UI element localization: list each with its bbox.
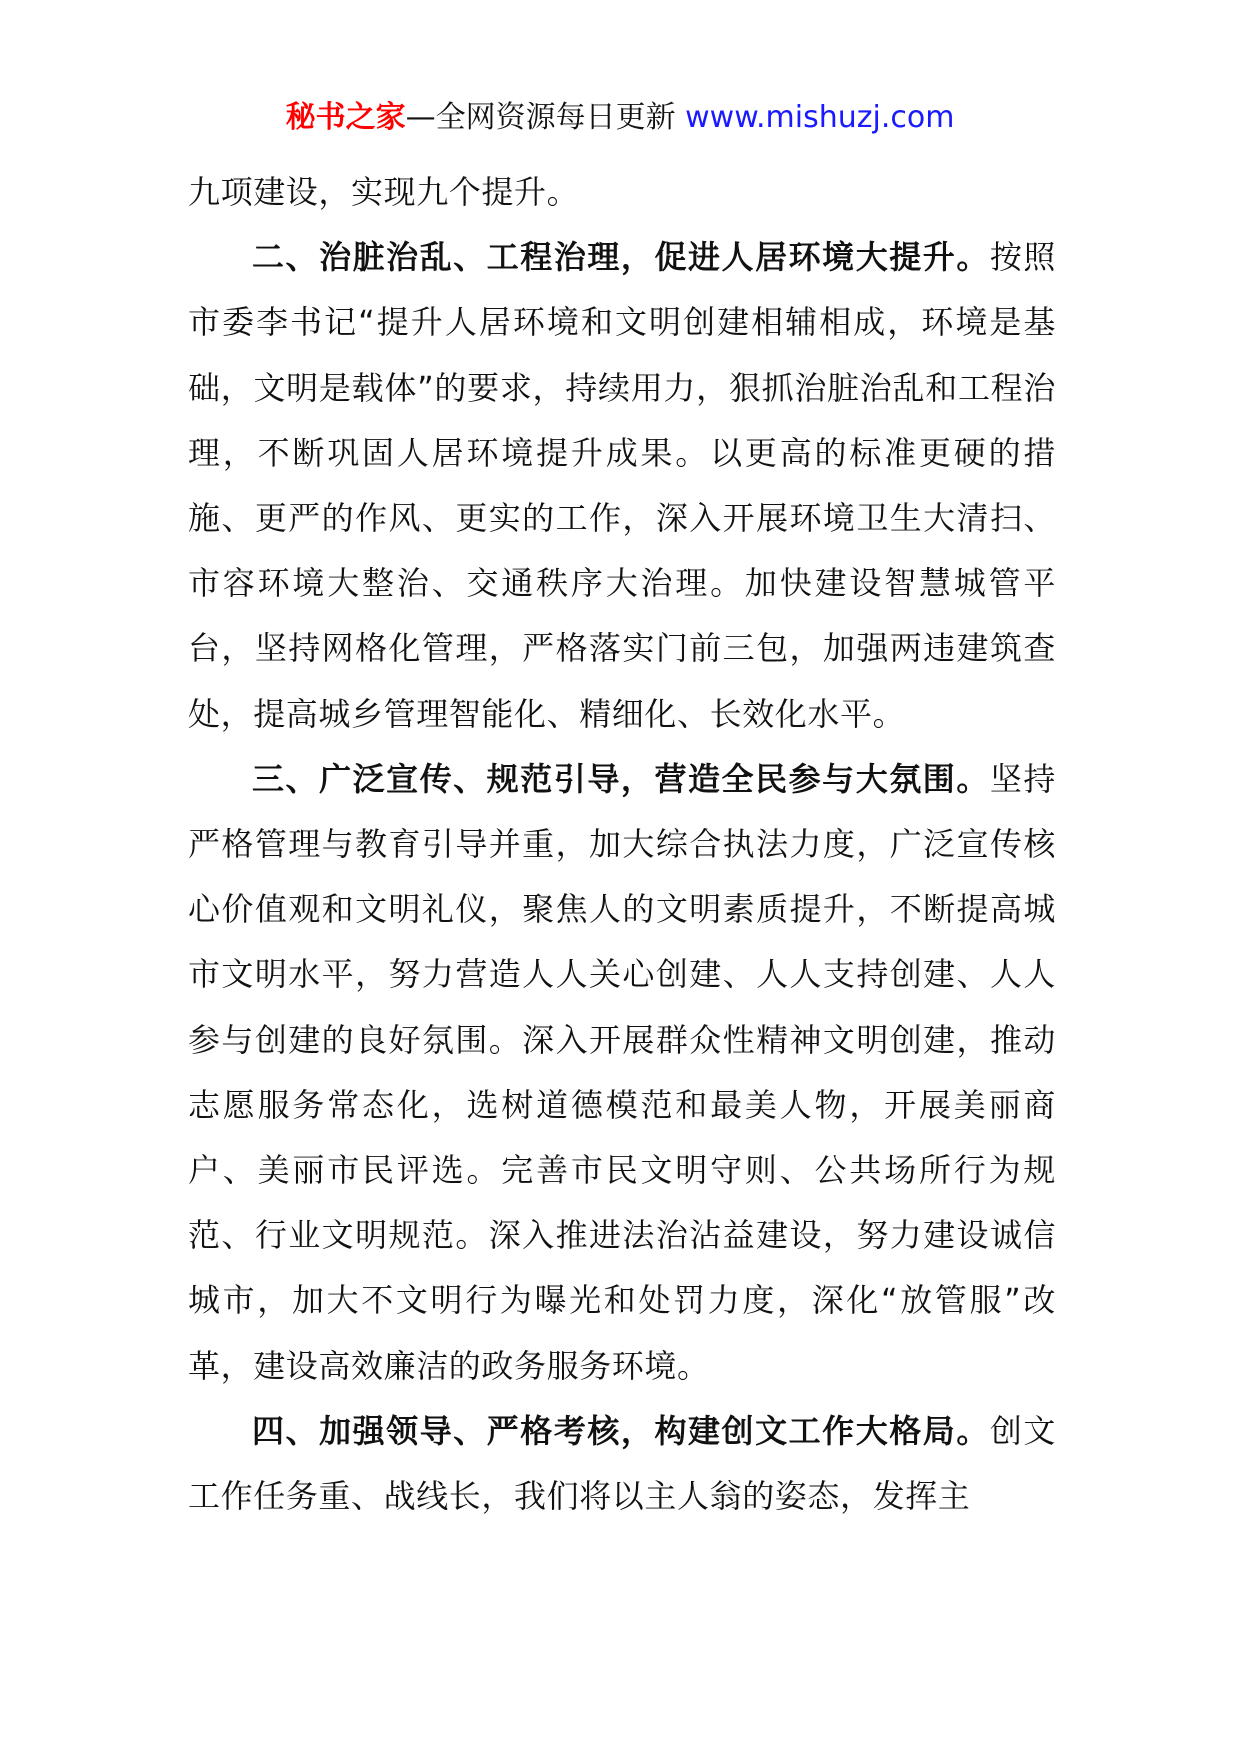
paragraph-text: 创文工作任务重、战线长，我们将以主人翁的姿态，发挥主 (188, 1411, 1056, 1516)
paragraph-lead: 四、加强领导、严格考核，构建创文工作大格局。 (252, 1411, 990, 1450)
document-body (188, 160, 1056, 1529)
header-brand: 秘书之家 (285, 100, 406, 135)
paragraph-section-2 (188, 225, 1056, 747)
paragraph-text: 坚持严格管理与教育引导并重，加大综合执法力度，广泛宣传核心价值观和文明礼仪，聚焦人的文明素质提升，不断提高城市文明水平，努力营造人人关心创建、人人支持创建、人人参与创建的良好氛围。深入开展群众性精神文明创建，推动志愿服务常态化，选树道德模范和最美人物，开展美丽商户、美丽市民评选。完善市民文明守则、公共场所行为规范、行业文明规范。深入推进法治沾益建设，努力建设诚信城市，加大不文明行为曝光和处罚力度，深化“放管服”改革，建设高效廉洁的政务服务环境。 (188, 759, 1056, 1385)
paragraph-lead: 三、广泛宣传、规范引导，营造全民参与大氛围。 (252, 759, 990, 798)
paragraph-continuation (188, 160, 1056, 225)
paragraph-lead: 二、治脏治乱、工程治理，促进人居环境大提升。 (252, 238, 990, 277)
page-header (0, 98, 1240, 138)
header-tagline: —全网资源每日更新 (405, 100, 686, 135)
paragraph-text: 按照市委李书记“提升人居环境和文明创建相辅相成，环境是基础，文明是载体”的要求，持续用力，狠抓治脏治乱和工程治理，不断巩固人居环境提升成果。以更高的标准更硬的措施、更严的作风、更实的工作，深入开展环境卫生大清扫、市容环境大整治、交通秩序大治理。加快建设智慧城管平台，坚持网格化管理，严格落实门前三包，加强两违建筑查处，提高城乡管理智能化、精细化、长效化水平。 (188, 238, 1056, 733)
paragraph-text: 九项建设，实现九个提升。 (188, 173, 580, 211)
header-url-link[interactable]: www.mishuzj.com (685, 100, 955, 135)
paragraph-section-3 (188, 747, 1056, 1399)
paragraph-section-4 (188, 1399, 1056, 1529)
